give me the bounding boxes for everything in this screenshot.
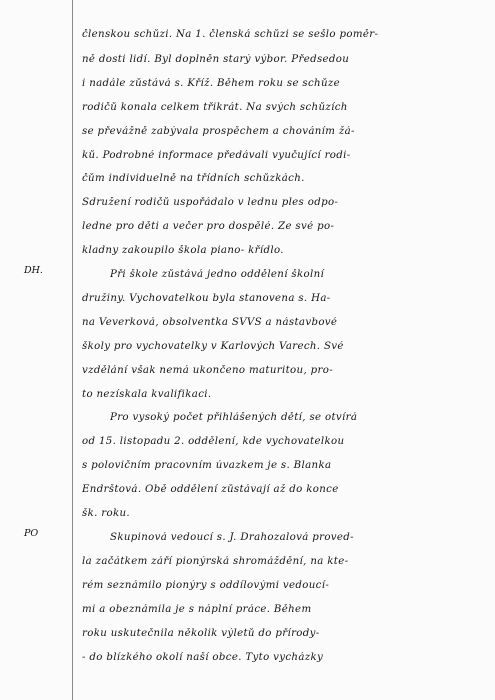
text-line: šk. roku.	[82, 508, 131, 519]
text-line: ků. Podrobné informace předávali vyučující rodi-	[82, 150, 351, 161]
text-line: od 15. listopadu 2. oddělení, kde vychovatelkou	[82, 436, 345, 447]
text-line: i nadále zůstává s. Kříž. Během roku se schůze	[82, 78, 340, 89]
text-line: ledne pro děti a večer pro dospělé. Ze své po-	[82, 221, 335, 232]
text-line: Při škole zůstává jedno oddělení školní	[110, 269, 325, 280]
text-line: Sdružení rodičů uspořádalo v lednu ples odpo-	[82, 197, 339, 208]
text-line: ně dosti lidí. Byl doplněn starý výbor. Předsedou	[82, 54, 350, 65]
text-line: vzdělání však nemá ukončeno maturitou, pro-	[82, 365, 333, 376]
text-line: mi a obeznámila je s náplní práce. Během	[82, 604, 312, 615]
text-line: kladny zakoupilo škola piano- křídlo.	[82, 245, 284, 256]
text-line: Endrštová. Obě oddělení zůstávají až do konce	[82, 484, 339, 495]
text-line: roku uskutečnila několik výletů do přírody-	[82, 628, 320, 639]
text-line: s polovičním pracovním úvazkem je s. Blanka	[82, 460, 332, 471]
margin-rule	[72, 0, 73, 700]
text-line: rém seznámilo pionýry s oddílovými vedoucí-	[82, 580, 330, 591]
text-line: Pro vysoký počet přihlášených dětí, se otvírá	[110, 412, 358, 423]
text-line: rodičů konala celkem třikrát. Na svých schůzích	[82, 102, 348, 113]
margin-note-po: PO	[24, 528, 39, 539]
text-line: to nezískala kvalifikaci.	[82, 389, 212, 400]
text-line: členskou schůzi. Na 1. členská schůzi se sešlo poměr-	[82, 29, 379, 40]
text-line: Skupinová vedoucí s. J. Drahozalová proved-	[110, 532, 354, 543]
margin-note-dh: DH.	[24, 265, 43, 276]
text-line: na Veverková, obsolventka SVVŠ a nástavbové	[82, 317, 338, 328]
text-line: la začátkem září pionýrská shromáždění, na kte-	[82, 556, 349, 567]
text-line: družiny. Vychovatelkou byla stanovena s. Ha-	[82, 293, 331, 304]
text-line: čům individuelně na třídních schůzkách.	[82, 173, 305, 184]
text-line: školy pro vychovatelky v Karlových Varech. Své	[82, 341, 344, 352]
text-line: se převážně zabývala prospěchem a chováním žá-	[82, 126, 355, 137]
text-line: - do blízkého okolí naší obce. Tyto vycházky	[82, 652, 324, 663]
